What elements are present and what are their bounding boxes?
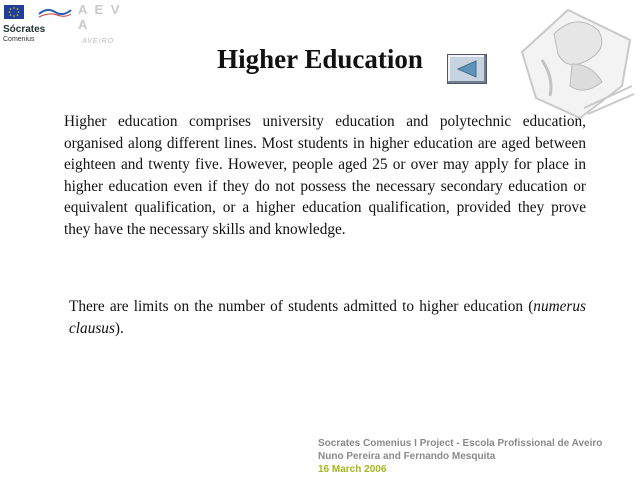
- paragraph-limits: [69, 296, 586, 339]
- back-button[interactable]: [447, 54, 487, 84]
- paragraph-limits-tail: ).: [114, 319, 124, 337]
- aeva-logo: [78, 2, 130, 48]
- eu-flag-icon: [4, 5, 24, 19]
- paragraph-limits-term: numerus clausus: [69, 298, 586, 337]
- page-title: Higher Education: [217, 44, 423, 74]
- footer-project: Socrates Comenius I Project - Escola Profissional de Aveiro: [318, 438, 603, 449]
- footer-authors: Nuno Pereira and Fernando Mesquita: [318, 451, 496, 462]
- socrates-sub: Comenius: [3, 36, 35, 43]
- footer: [318, 437, 602, 476]
- footer-date: 16 March 2006: [318, 464, 387, 475]
- socrates-name: Sócrates: [3, 24, 46, 35]
- socrates-logo: [3, 24, 63, 44]
- aeva-letters: A E V A: [78, 2, 122, 32]
- paragraph-main: Higher education comprises university education and polytechnic education, organised along different lines. Most students in higher education are aged between eighteen and twenty five. However, people aged 25 or over may apply for place in higher education even if they do not possess the necessary secondary education or equivalent qualification, or a higher education qualification, provided they prove they have the necessary skills and knowledge.: [64, 113, 586, 238]
- programme-logo-icon: [37, 5, 73, 19]
- left-arrow-icon: [456, 60, 478, 78]
- paragraph-limits-lead: There are limits on the number of students admitted to higher education (: [69, 298, 534, 315]
- aeva-city: AVEIRO: [82, 38, 115, 45]
